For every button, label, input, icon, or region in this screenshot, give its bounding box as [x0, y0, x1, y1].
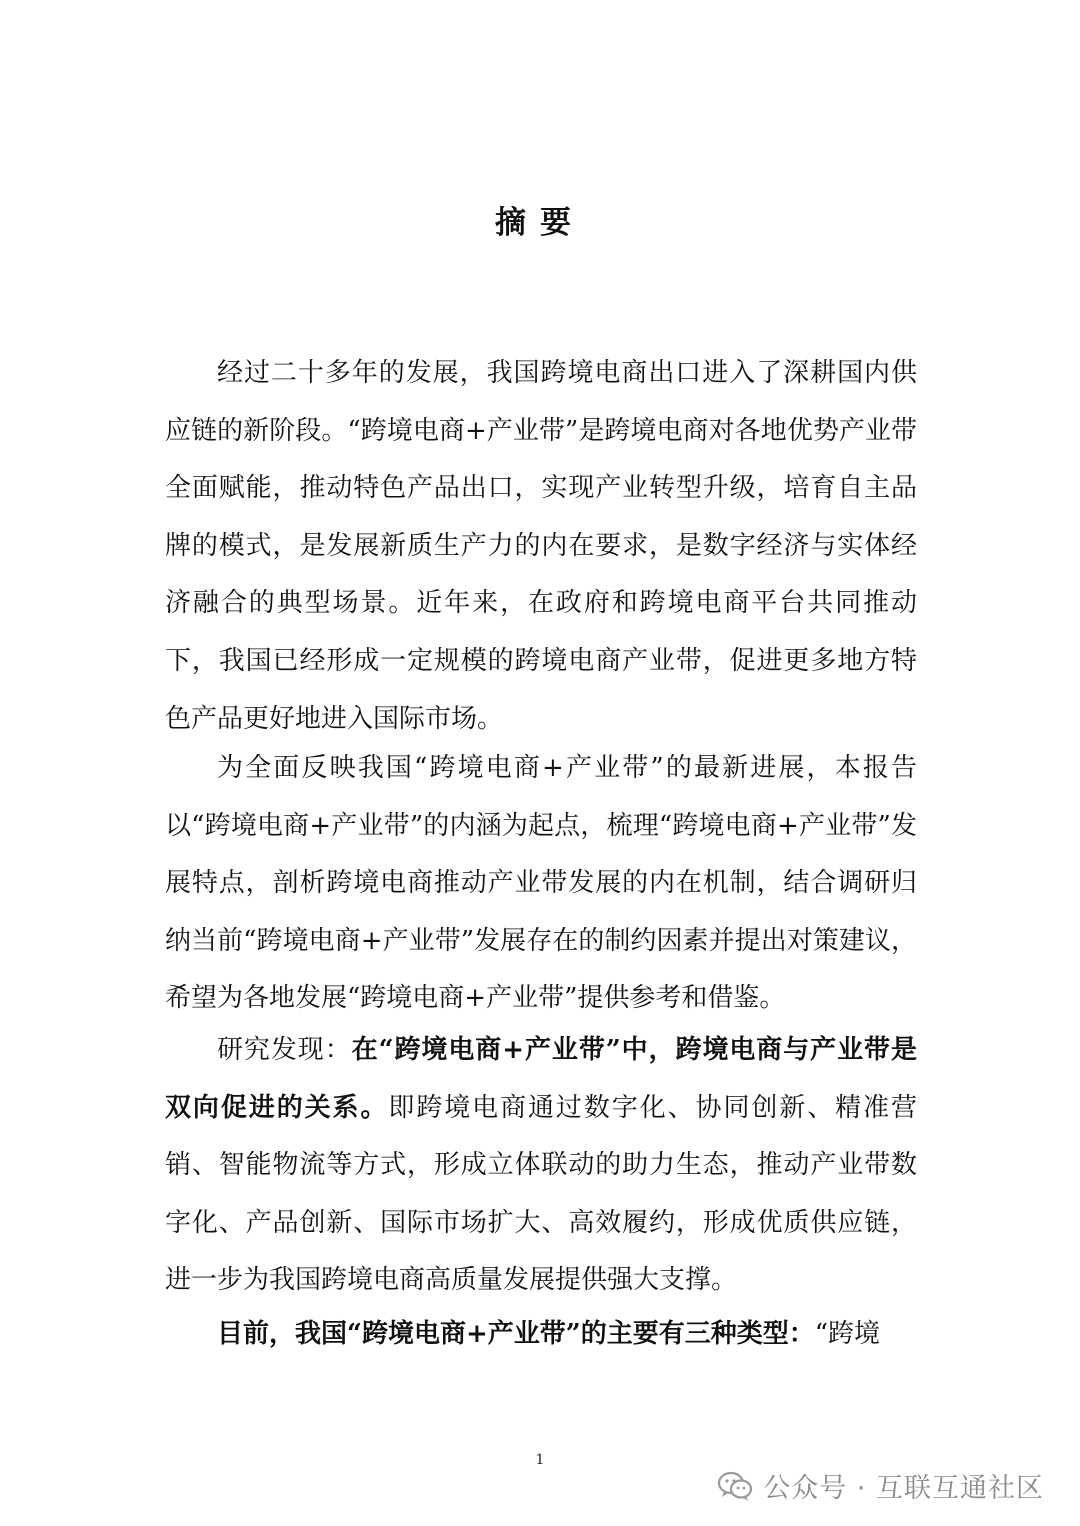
page-number: 1 [535, 1452, 545, 1468]
paragraph-4-rest: “跨境 [814, 1319, 880, 1349]
paragraph-4-bold: 目前，我国“跨境电商+产业带”的主要有三种类型： [217, 1319, 815, 1349]
paragraph-3-lead: 研究发现： [217, 1035, 352, 1065]
page-title: 摘要 [495, 205, 585, 241]
watermark-text: 公众号 · 互联互通社区 [763, 1473, 1044, 1504]
paragraph-3-rest: 即跨境电商通过数字化、协同创新、精准营销、智能物流等方式，形成立体联动的助力生态，推动产业带数字化、产品创新、国际市场扩大、高效履约，形成优质供应链，进一步为我国跨境电商高质量发展提供强大支撑。 [165, 1092, 917, 1296]
paragraph-2: 为全面反映我国“跨境电商+产业带”的最新进展，本报告以“跨境电商+产业带”的内涵为起点，梳理“跨境电商+产业带”发展特点，剖析跨境电商推动产业带发展的内在机制，结合调研归纳当前“跨境电商+产业带”发展存在的制约因素并提出对策建议，希望为各地发展“跨境电商+产业带”提供参考和借鉴。 [165, 753, 917, 1014]
paragraph-3 [165, 1022, 917, 1310]
paragraph-4 [165, 1306, 917, 1364]
wechat-icon [717, 1470, 753, 1502]
watermark [717, 1466, 1044, 1505]
paragraph-1: 经过二十多年的发展，我国跨境电商出口进入了深耕国内供应链的新阶段。“跨境电商+产业带”是跨境电商对各地优势产业带全面赋能，推动特色产品出口，实现产业转型升级，培育自主品牌的模式，是发展新质生产力的内在要求，是数字经济与实体经济融合的典型场景。近年来，在政府和跨境电商平台共同推动下，我国已经形成一定规模的跨境电商产业带，促进更多地方特色产品更好地进入国际市场。 [165, 358, 917, 734]
paragraph-3-bold: 在“跨境电商+产业带”中，跨境电商与产业带是双向促进的关系。 [165, 1035, 917, 1123]
